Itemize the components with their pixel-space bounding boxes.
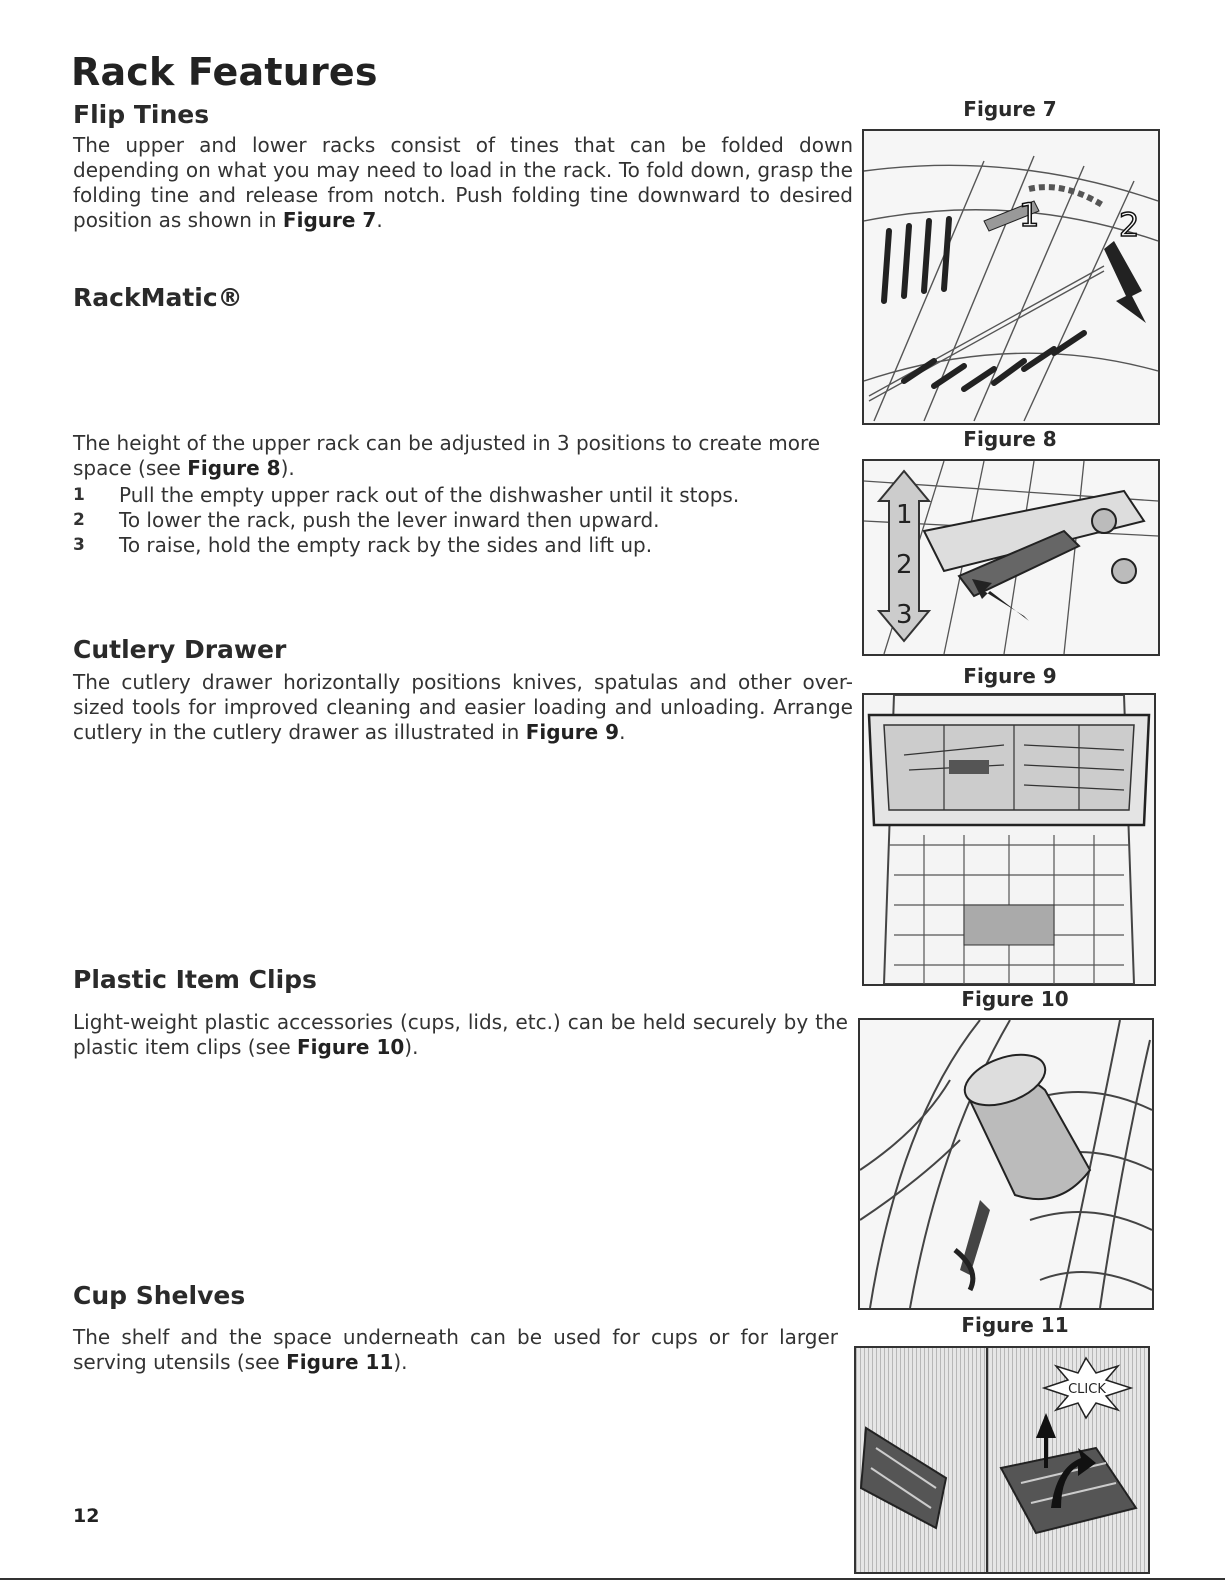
step-text: To raise, hold the empty rack by the sides and lift up. [119,533,653,557]
step-number: 3 [73,535,85,555]
figure-11-image [854,1346,1150,1574]
figure-7-image [862,129,1160,425]
step-number: 2 [73,510,85,530]
cup-shelves-text [73,1325,838,1375]
cup-shelves-end: ). [393,1350,408,1374]
figure-9-reference: Figure 9 [525,720,620,744]
step-2-label: 2 [1119,206,1140,244]
heading-plastic-item-clips: Plastic Item Clips [73,965,317,994]
cup-shelves-body: The shelf and the space underneath can be used for cups or for larger serving utensils (see [73,1325,838,1374]
figure-9-image [862,693,1156,986]
rackmatic-illustration [864,461,1158,654]
figure-10-caption: Figure 10 [961,987,1069,1011]
click-label: CLICK [1068,1382,1106,1397]
step-text: Pull the empty upper rack out of the dishwasher until it stops. [119,483,740,507]
figure-11-reference: Figure 11 [286,1350,394,1374]
rackmatic-text [73,431,863,481]
figure-8-image [862,459,1160,656]
figure-11-caption: Figure 11 [961,1313,1069,1337]
cutlery-drawer-end: . [619,720,626,744]
flip-tines-illustration [864,131,1158,423]
step-1-label: 1 [1019,196,1040,234]
figure-10-image [858,1018,1154,1310]
cutlery-drawer-text [73,670,853,745]
rackmatic-body: The height of the upper rack can be adjusted in 3 positions to create more space (see [73,431,821,480]
figure-8-reference: Figure 8 [187,456,281,480]
figure-9-caption: Figure 9 [963,664,1057,688]
list-item [73,533,853,558]
heading-flip-tines: Flip Tines [73,100,210,129]
flip-tines-body: The upper and lower racks consist of tines that can be folded down depending on what you may need to load in the rack. To fold down, grasp the folding tine and release from notch. Push folding tine downward to desired position as shown in [73,133,853,232]
page-title: Rack Features [71,50,378,94]
heading-cup-shelves: Cup Shelves [73,1281,246,1310]
plastic-clips-text [73,1010,848,1060]
figure-7-reference: Figure 7 [282,208,377,232]
position-2-label: 2 [896,550,913,580]
rackmatic-steps [73,483,853,558]
step-number: 1 [73,485,85,505]
figure-7-caption: Figure 7 [963,97,1057,121]
bottom-rule [0,1578,1225,1580]
flip-tines-text [73,133,853,233]
list-item [73,508,853,533]
page-number: 12 [73,1505,100,1527]
flip-tines-end: . [376,208,383,232]
rackmatic-end: ). [280,456,295,480]
list-item [73,483,853,508]
position-1-label: 1 [896,500,913,530]
cutlery-drawer-illustration [864,695,1154,984]
figure-10-reference: Figure 10 [297,1035,405,1059]
plastic-clips-end: ). [404,1035,419,1059]
cutlery-drawer-body: The cutlery drawer horizontally positions knives, spatulas and other over-sized tools for improved cleaning and easier loading and unloading. Arrange cutlery in the cutlery drawer as illustrated in [73,670,853,744]
heading-cutlery-drawer: Cutlery Drawer [73,635,287,664]
cup-shelves-illustration [856,1348,1148,1572]
plastic-clips-body: Light-weight plastic accessories (cups, lids, etc.) can be held securely by the plastic item clips (see [73,1010,848,1059]
step-text: To lower the rack, push the lever inward then upward. [119,508,660,532]
position-3-label: 3 [896,600,913,630]
heading-rackmatic: RackMatic® [73,283,243,312]
plastic-clips-illustration [860,1020,1152,1308]
figure-8-caption: Figure 8 [963,427,1057,451]
